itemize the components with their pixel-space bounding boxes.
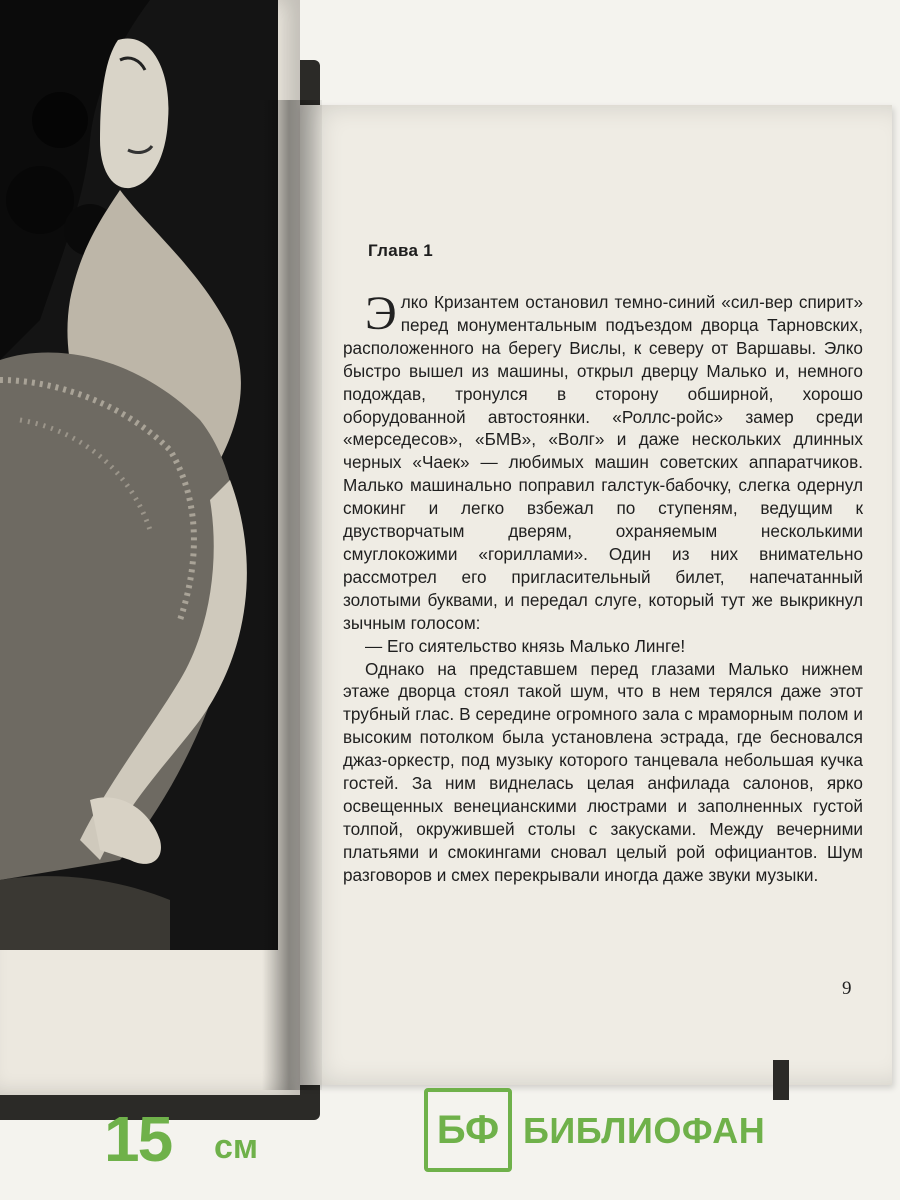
paragraph-2: — Его сиятельство князь Малько Линге! bbox=[365, 635, 686, 656]
ruler-tick bbox=[773, 1060, 789, 1100]
paragraph-3: Однако на представшем перед глазами Малько нижнем этаже дворца стоял такой шум, что в нем терялся даже этот трубный глас. В середине огромного зала с мраморным полом и высоким потолком была установлена эстрада, где бесновался джаз-оркестр, под музыку которого танцевала небольшая кучка гостей. За ним виднелась целая анфилада салонов, ярко освещенных венецианскими люстрами и заполненных густой толпой, окружившей столы с закусками. Между вечерними платьями и смокингами сновал целый рой официантов. Шум разговоров и смех перекрывали иногда даже звуки музыки. bbox=[343, 658, 863, 885]
brand-name: БИБЛИОФАН bbox=[523, 1110, 766, 1151]
brand-logo-icon: БФ bbox=[424, 1088, 512, 1172]
ruler-unit: см bbox=[214, 1128, 259, 1166]
ruler-number: 15 bbox=[104, 1103, 172, 1175]
drop-cap-letter: Э bbox=[365, 287, 397, 340]
paragraph-1-text: лко Кризантем остановил темно-синий «сил-вер спирит» перед монументальным подъездом дворца Тарновских, расположенного на берегу Вислы, к северу от Варшавы. Элко быстро вышел из машины, открыл дверцу Малько и, немного подождав, тронулся в сторону обширной, хорошо оборудованной автостоянки. «Роллс-ройс» замер среди «мерседесов», «БМВ», «Волг» и даже нескольких длинных черных «Чаек» — любимых машин советских аппаратчиков. Малько машинально поправил галстук-бабочку, слегка одернул смокинг и легко взбежал по ступеням, ведущим к двустворчатым дверям, охраняемым несколькими смуглокожими «гориллами». Один из них внимательно рассмотрел его пригласительный билет, напечатанный золотыми буквами, и передал слуге, который тут же выкрикнул зычным голосом: bbox=[343, 292, 863, 633]
paragraph-1 bbox=[343, 287, 863, 635]
illustration-photo bbox=[0, 0, 278, 950]
chapter-heading: Глава 1 bbox=[368, 241, 434, 260]
page-number: 9 bbox=[842, 978, 852, 999]
woman-portrait-illustration bbox=[0, 0, 278, 950]
chapter-body-text bbox=[343, 287, 863, 887]
page-gutter-shadow bbox=[262, 100, 322, 1090]
left-page bbox=[0, 0, 300, 1095]
